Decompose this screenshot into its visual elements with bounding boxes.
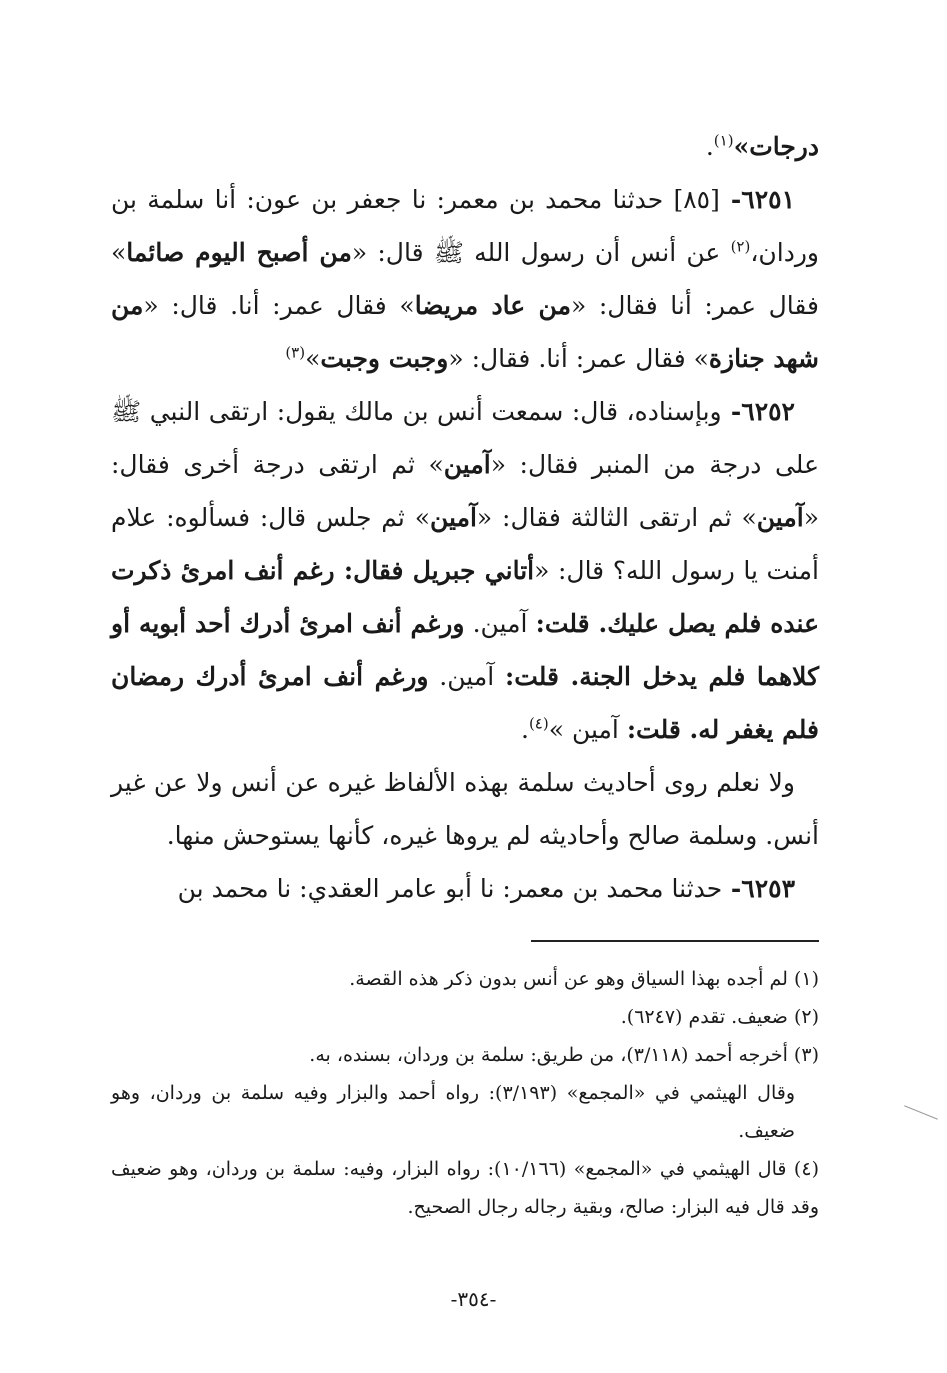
main-text xyxy=(111,120,819,915)
footnote-ref: (١) xyxy=(713,131,734,150)
footnote-divider xyxy=(531,940,819,942)
page-number: -٣٥٤- xyxy=(450,1287,497,1311)
bold-phrase: آمين xyxy=(443,450,491,479)
footnote-1: (١) لم أجده بهذا السياق وهو عن أنس بدون ذكر هذه القصة. xyxy=(349,968,819,990)
text-run: » ثم ارتقى درجة أخرى فقال: « xyxy=(111,450,819,532)
text-run: وبإسناده، قال: سمعت أنس بن مالك يقول: ارتقى النبي ﷺ على درجة من المنبر فقال: « xyxy=(111,397,820,479)
bold-phrase: ورغم أنف امرئ أدرك رمضان فلم يغفر له. قلت: xyxy=(111,662,819,744)
bold-phrase: درجات» xyxy=(733,132,819,161)
text-run: آمين. xyxy=(428,662,505,691)
footnote-ref: (٣) xyxy=(285,343,306,362)
commentary-paragraph: ولا نعلم روى أحاديث سلمة بهذه الألفاظ غيره عن أنس ولا عن غير أنس. وسلمة صالح وأحاديثه لم يروها غيره، كأنها يستوحش منها. xyxy=(111,768,819,850)
text-run: [٨٥] حدثنا محمد بن معمر: نا جعفر بن عون: أنا سلمة بن وردان، xyxy=(111,185,819,267)
hadith-6252 xyxy=(111,385,819,756)
text-run: آمين » xyxy=(548,715,627,744)
footnote-ref: (٤) xyxy=(528,714,549,733)
bold-phrase: من عاد مريضا xyxy=(414,291,571,320)
text-run: » فقال عمر: أنا. قال: « xyxy=(143,291,415,320)
bold-phrase: آمين xyxy=(756,503,804,532)
text-run: حدثنا محمد بن معمر: نا أبو عامر العقدي: نا محمد بن xyxy=(177,874,723,903)
bold-phrase: وجبت وجبت xyxy=(320,344,449,373)
margin-scan-mark xyxy=(904,1105,938,1119)
footnote-3: (٣) أخرجه أحمد (٣/١١٨)، من طريق: سلمة بن وردان، بسنده، به. xyxy=(309,1044,819,1066)
text-run: » xyxy=(305,344,321,373)
bold-phrase: من أصبح اليوم صائما xyxy=(126,238,352,267)
bold-phrase: أتاني جبريل فقال: رغم أنف امرئ ذكرت عنده فلم يصل عليك. قلت: xyxy=(111,556,819,638)
footnote-4: (٤) قال الهيثمي في «المجمع» (١٠/١٦٦): رواه البزار، وفيه: سلمة بن وردان، وهو ضعيف وقد قال فيه البزار: صالح، وبقية رجاله رجال الصحيح. xyxy=(111,1158,819,1218)
text-run: آمين. xyxy=(464,609,536,638)
bold-phrase: من شهد جنازة xyxy=(111,291,819,373)
footnote-ref: (٢) xyxy=(730,237,751,256)
footnote-2: (٢) ضعيف. تقدم (٦٢٤٧). xyxy=(620,1006,819,1028)
paragraph-continuation xyxy=(111,120,819,173)
hadith-number: ٦٢٥٢- xyxy=(721,397,795,426)
text-run: . xyxy=(520,715,529,744)
footnote-3-continuation: وقال الهيثمي في «المجمع» (٣/١٩٣): رواه أحمد والبزار وفيه سلمة بن وردان، وهو ضعيف. xyxy=(111,1082,795,1142)
text-run: عن أنس أن رسول الله ﷺ قال: « xyxy=(351,238,731,267)
footnotes xyxy=(111,960,819,1226)
text-run: » ثم جلس قال: فسألوه: علام أمنت يا رسول الله؟ قال: « xyxy=(111,503,819,585)
hadith-number: ٦٢٥٣- xyxy=(722,874,795,903)
text-run: » ثم ارتقى الثالثة فقال: « xyxy=(476,503,757,532)
hadith-6251 xyxy=(111,173,819,385)
bold-phrase: آمين xyxy=(430,503,477,532)
bold-phrase: ورغم أنف امرئ أدرك أحد أبويه أو كلاهما فلم يدخل الجنة. قلت: xyxy=(111,609,819,691)
text-run: » فقال عمر: أنا فقال: « xyxy=(111,238,820,320)
text-run: . xyxy=(705,132,714,161)
hadith-6253 xyxy=(111,862,819,915)
text-run: » فقال عمر: أنا. فقال: « xyxy=(448,344,709,373)
hadith-number: ٦٢٥١- xyxy=(719,185,795,214)
